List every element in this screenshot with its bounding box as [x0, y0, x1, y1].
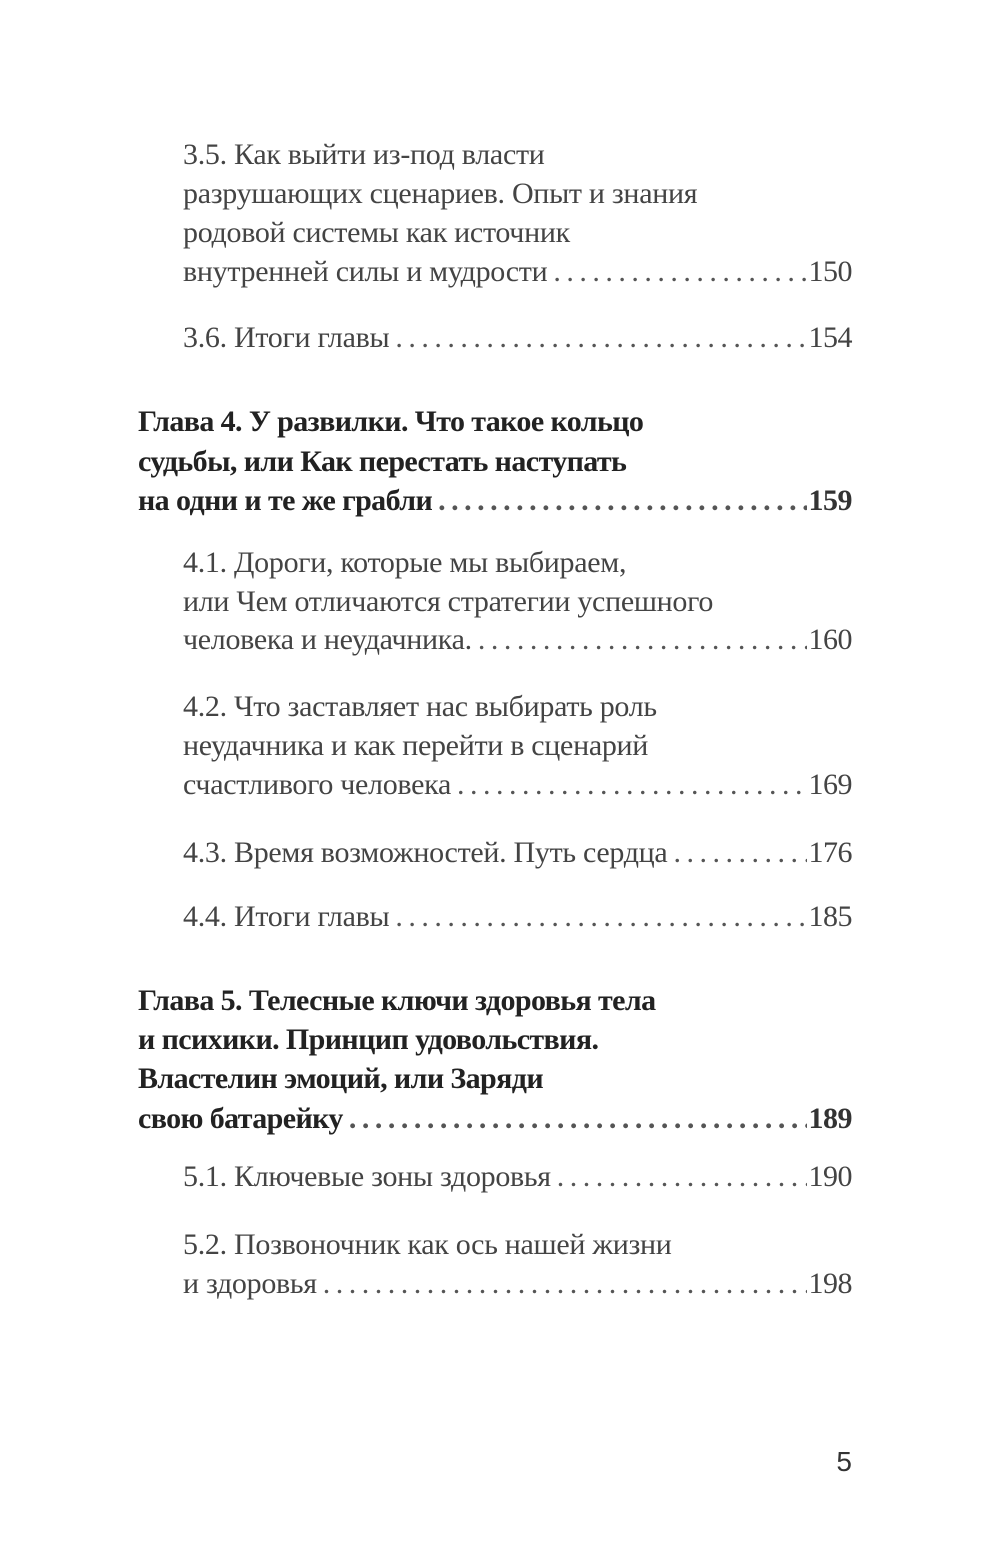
toc-entry-text: 4.3. Время возможностей. Путь сердца: [183, 836, 668, 869]
page-ref: 159: [808, 484, 852, 517]
chapter-title-text: Властелин эмоций, или Заряди: [138, 1062, 544, 1095]
toc-leader-line: [183, 766, 852, 804]
page-ref: 160: [808, 623, 852, 656]
dot-leader: [457, 766, 807, 804]
toc-entry-text: человека и неудачника.: [183, 623, 472, 656]
dot-leader: [395, 898, 806, 936]
toc-entry-text: счастливого человека: [183, 768, 451, 801]
toc-entry-text: 3.5. Как выйти из-под власти: [183, 138, 545, 171]
chapter-title-text: судьбы, или Как перестать наступать: [138, 445, 627, 478]
dot-leader: [323, 1265, 807, 1303]
dot-leader: [557, 1158, 807, 1196]
toc-leader-line: [183, 319, 852, 357]
page-ref: 198: [808, 1267, 852, 1300]
toc-entry-text: родовой системы как источник: [183, 216, 570, 249]
dot-leader: [395, 319, 806, 357]
page-ref: 154: [808, 321, 852, 354]
chapter-title-text: и психики. Принцип удовольствия.: [138, 1023, 599, 1056]
toc-entry-text: 4.2. Что заставляет нас выбирать роль: [183, 690, 657, 723]
chapter-title-text: Глава 5. Телесные ключи здоровья тела: [138, 984, 656, 1017]
toc-leader-line: [138, 482, 852, 520]
toc-entry-text: 5.1. Ключевые зоны здоровья: [183, 1160, 551, 1193]
toc-leader-line: [183, 253, 852, 291]
toc-leader-line: [183, 621, 852, 659]
page-ref: 176: [808, 836, 852, 869]
page-ref: 150: [808, 255, 852, 288]
toc-leader-line: [138, 1100, 852, 1138]
toc-entry-text: 5.2. Позвоночник как ось нашей жизни: [183, 1228, 672, 1261]
toc-leader-line: [183, 834, 852, 872]
toc-entry-text: неудачника и как перейти в сценарий: [183, 729, 649, 762]
dot-leader: [478, 621, 807, 659]
toc-leader-line: [183, 1265, 852, 1303]
dot-leader: [349, 1100, 807, 1138]
chapter-title-text: Глава 4. У развилки. Что такое кольцо: [138, 405, 644, 438]
dot-leader: [553, 253, 806, 291]
page-ref: 185: [808, 900, 852, 933]
toc-leader-line: [183, 1158, 852, 1196]
toc-entry-text: и здоровья: [183, 1267, 317, 1300]
toc-entry-text: 4.4. Итоги главы: [183, 900, 390, 933]
toc-entry-text: внутренней силы и мудрости: [183, 255, 548, 288]
page-ref: 169: [808, 768, 852, 801]
toc-entry-text: разрушающих сценариев. Опыт и знания: [183, 177, 698, 210]
toc-entry-text: 4.1. Дороги, которые мы выбираем,: [183, 546, 627, 579]
toc-entry-text: 3.6. Итоги главы: [183, 321, 390, 354]
page-number: 5: [836, 1446, 852, 1477]
page-ref: 189: [808, 1102, 852, 1135]
chapter-title-text: свою батарейку: [138, 1102, 343, 1135]
toc-leader-line: [183, 898, 852, 936]
dot-leader: [438, 482, 806, 520]
toc-entry-text: или Чем отличаются стратегии успешного: [183, 585, 714, 618]
dot-leader: [673, 834, 806, 872]
page-ref: 190: [808, 1160, 852, 1193]
chapter-title-text: на одни и те же грабли: [138, 484, 433, 517]
